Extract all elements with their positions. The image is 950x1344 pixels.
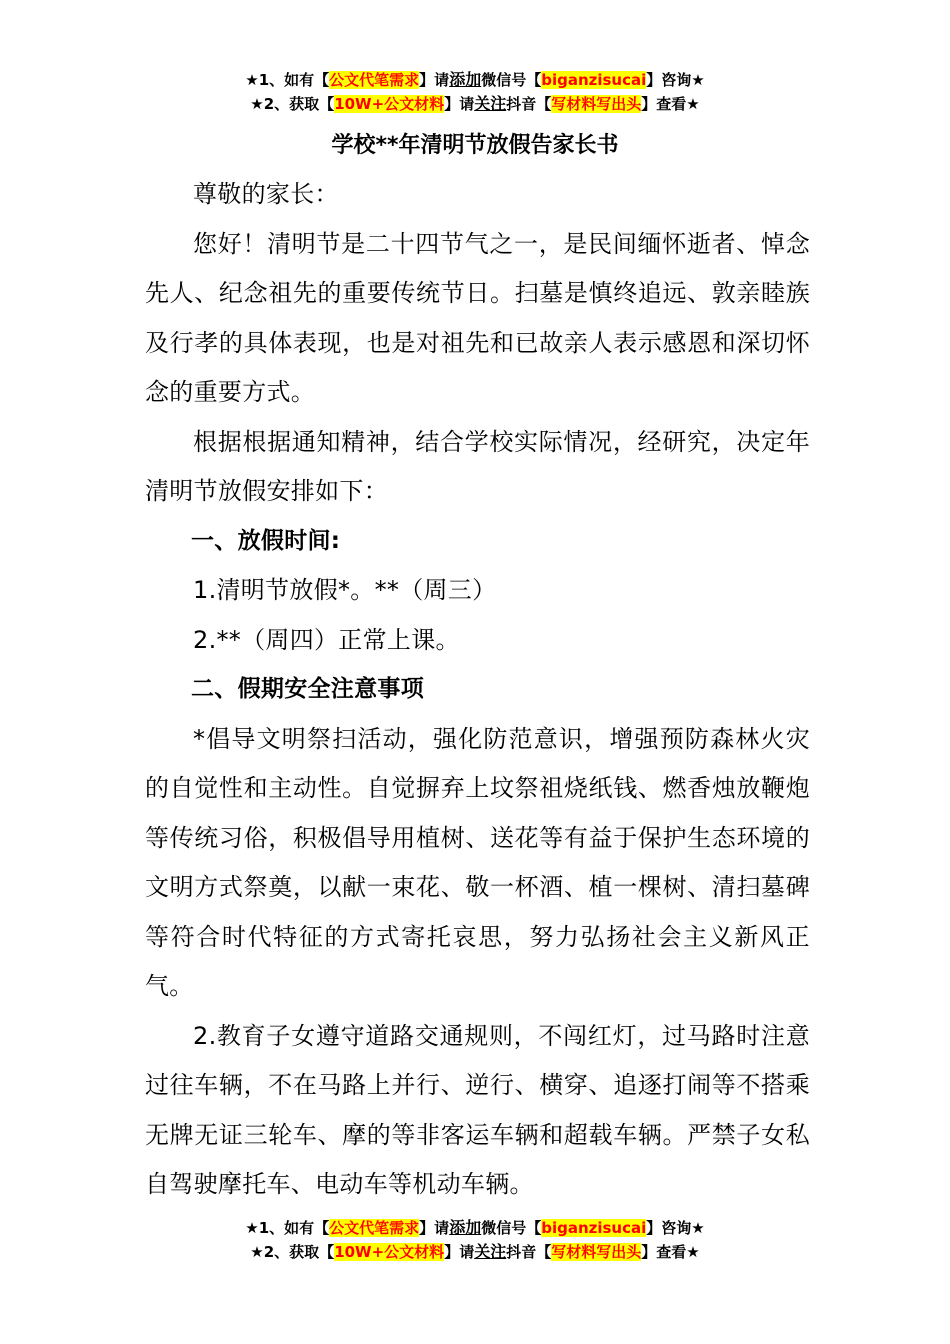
salutation: 尊敬的家长： (193, 180, 339, 208)
promo-emphasis: 关注 (474, 1242, 507, 1261)
document-title: 学校**年清明节放假告家长书 (331, 133, 619, 158)
promo-highlight: 10W+公文材料 (334, 95, 445, 113)
promo-banner-bottom (0, 1216, 950, 1264)
promo-text: 抖音【 (506, 1243, 552, 1261)
promo-text: 】请 (419, 71, 450, 89)
promo-text: 】请 (444, 95, 475, 113)
paragraph-decision: 根据根据通知精神，结合学校实际情况，经研究，决定年清明节放假安排如下： (145, 427, 810, 505)
section-heading-holiday-time: 一、放假时间: (191, 527, 341, 554)
document-body (145, 170, 810, 1210)
promo-text: ★1、如有【 (245, 1219, 330, 1237)
promo-emphasis: 添加 (449, 70, 482, 89)
promo-line-2 (0, 92, 950, 116)
safety-paragraph-2: 2.教育子女遵守道路交通规则，不闯红灯，过马路时注意过往车辆，不在马路上并行、逆行、横穿、追逐打闹等不搭乘无牌无证三轮车、摩的等非客运车辆和超载车辆。严禁子女私自驾驶摩托车、电动车等机动车辆。 (145, 1021, 810, 1198)
holiday-item-1: 1.清明节放假*。**（周三） (193, 576, 497, 604)
promo-text: 】咨询★ (646, 1219, 705, 1237)
paragraph-intro: 您好！清明节是二十四节气之一，是民间缅怀逝者、悼念先人、纪念祖先的重要传统节日。扫墓是慎终追远、敦亲睦族及行孝的具体表现，也是对祖先和已故亲人表示感恩和深切怀念的重要方式。 (145, 229, 810, 406)
promo-text: 】咨询★ (646, 71, 705, 89)
promo-line-1 (0, 68, 950, 92)
promo-highlight: 10W+公文材料 (334, 1243, 445, 1261)
safety-paragraph-1: *倡导文明祭扫活动，强化防范意识，增强预防森林火灾的自觉性和主动性。自觉摒弃上坟祭祖烧纸钱、燃香烛放鞭炮等传统习俗，积极倡导用植树、送花等有益于保护生态环境的文明方式祭奠，以献一束花、敬一杯酒、植一棵树、清扫墓碑等符合时代特征的方式寄托哀思，努力弘扬社会主义新风正气。 (145, 724, 810, 1000)
promo-text: 】查看★ (641, 1243, 700, 1261)
promo-emphasis: 关注 (474, 94, 507, 113)
promo-text: 微信号【 (481, 71, 542, 89)
promo-text: 】请 (444, 1243, 475, 1261)
promo-highlight: 公文代笔需求 (329, 1219, 420, 1237)
promo-text: 】查看★ (641, 95, 700, 113)
promo-text: ★2、获取【 (250, 1243, 335, 1261)
promo-highlight: 写材料写出头 (551, 1243, 642, 1261)
holiday-item-2: 2.**（周四）正常上课。 (193, 625, 460, 654)
promo-text: 微信号【 (481, 1219, 542, 1237)
promo-highlight: biganzisucai (541, 1219, 647, 1237)
promo-highlight: 公文代笔需求 (329, 71, 420, 89)
promo-text: 抖音【 (506, 95, 552, 113)
promo-emphasis: 添加 (449, 1218, 482, 1237)
promo-text: 】请 (419, 1219, 450, 1237)
promo-text: ★1、如有【 (245, 71, 330, 89)
promo-line-1 (0, 1216, 950, 1240)
section-heading-safety: 二、假期安全注意事项 (191, 676, 424, 702)
promo-highlight: biganzisucai (541, 71, 647, 89)
promo-text: ★2、获取【 (250, 95, 335, 113)
promo-banner-top (0, 68, 950, 116)
promo-line-2 (0, 1240, 950, 1264)
promo-highlight: 写材料写出头 (551, 95, 642, 113)
